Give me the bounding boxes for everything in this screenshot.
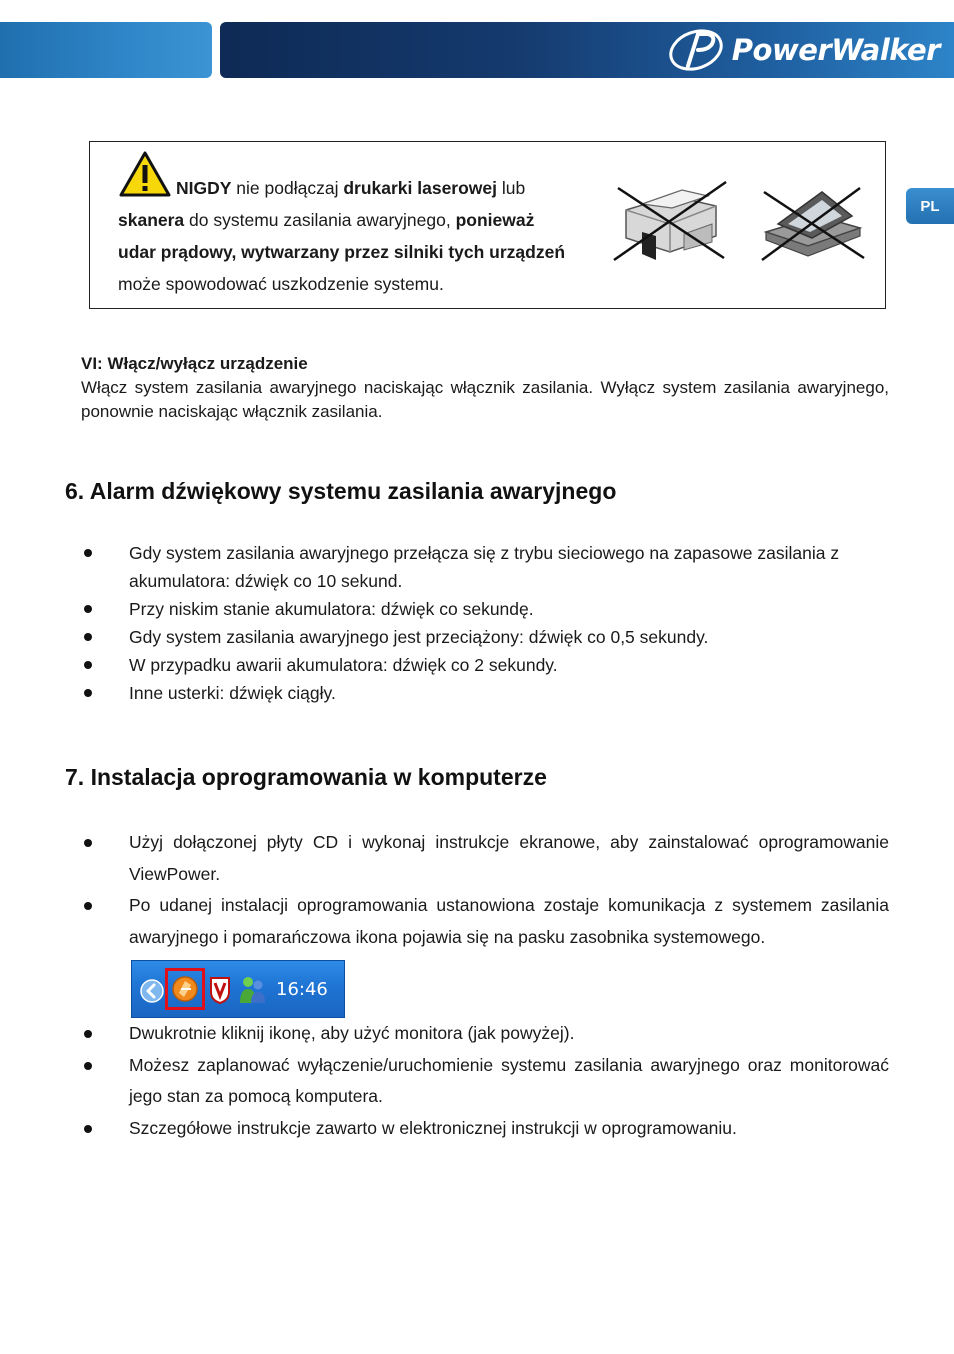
bullet-icon: [84, 1062, 92, 1070]
list-item: W przypadku awarii akumulatora: dźwięk co 2 sekundy.: [81, 651, 889, 679]
viewpower-icon[interactable]: [171, 975, 199, 1003]
section6-heading: 6. Alarm dźwiękowy systemu zasilania awaryjnego: [65, 478, 617, 504]
page-header: [0, 22, 954, 78]
bullet-icon: [84, 1125, 92, 1133]
tray-clock[interactable]: 16:46: [276, 979, 328, 1000]
bullet-icon: [84, 549, 92, 557]
bullet-icon: [84, 839, 92, 847]
header-right-bar: [220, 22, 954, 78]
section7-list-a: [81, 827, 889, 953]
warning-poniewaz: ponieważ: [455, 210, 535, 230]
language-tab[interactable]: PL: [906, 188, 954, 224]
crossed-out-scanner: [760, 186, 866, 262]
bullet-icon: [84, 689, 92, 697]
vi-text: Włącz system zasilania awaryjnego naciskając włącznik zasilania. Wyłącz system zasilania awaryjnego, ponownie naciskając włącznik zasilania.: [81, 378, 889, 421]
list-item: Przy niskim stanie akumulatora: dźwięk co sekundę.: [81, 595, 889, 623]
bullet-icon: [84, 1030, 92, 1038]
section6-list: [81, 539, 889, 707]
warning-t3: do systemu zasilania awaryjnego,: [184, 210, 456, 230]
list-item: Gdy system zasilania awaryjnego przełącza się z trybu sieciowego na zapasowe zasilania z akumulatora: dźwięk co 10 sekund.: [81, 539, 889, 595]
powerwalker-logo: [668, 28, 940, 72]
bullet-icon: [84, 661, 92, 669]
vi-section: [81, 352, 889, 424]
bullet-icon: [84, 633, 92, 641]
warning-box: [89, 141, 886, 309]
header-left-bar: [0, 22, 212, 78]
system-tray-screenshot: [131, 960, 345, 1018]
warning-t4: może spowodować uszkodzenie systemu.: [118, 274, 444, 294]
section7-list-b: [81, 1018, 889, 1144]
warning-t2: lub: [497, 178, 526, 198]
warning-text: [118, 172, 588, 300]
antivirus-icon[interactable]: [209, 976, 231, 1004]
logo-text: PowerWalker: [731, 33, 940, 67]
warning-skanera: skanera: [118, 210, 185, 230]
list-item: Możesz zaplanować wyłączenie/uruchomienie systemu zasilania awaryjnego oraz monitorować jego stan za pomocą komputera.: [81, 1050, 889, 1113]
warning-t1: nie podłączaj: [231, 178, 344, 198]
bullet-icon: [84, 605, 92, 613]
messenger-icon[interactable]: [238, 975, 266, 1005]
list-item: Po udanej instalacji oprogramowania ustanowiona zostaje komunikacja z systemem zasilania awaryjnego i pomarańczowa ikona pojawia się na pasku zasobnika systemowego.: [81, 890, 889, 953]
crossed-out-laser-printer: [612, 180, 730, 262]
list-item: Szczegółowe instrukcje zawarto w elektronicznej instrukcji w oprogramowaniu.: [81, 1113, 889, 1145]
list-item: Gdy system zasilania awaryjnego jest przeciążony: dźwięk co 0,5 sekundy.: [81, 623, 889, 651]
powerwalker-logo-mark-icon: [668, 28, 728, 72]
warning-drukarki: drukarki laserowej: [343, 178, 498, 198]
list-item: Dwukrotnie kliknij ikonę, aby użyć monitora (jak powyżej).: [81, 1018, 889, 1050]
list-item: Inne usterki: dźwięk ciągły.: [81, 679, 889, 707]
section7-heading: 7. Instalacja oprogramowania w komputerze: [65, 764, 547, 790]
tray-expand-icon[interactable]: [140, 979, 164, 1003]
warning-udar: udar prądowy, wytwarzany przez silniki tych urządzeń: [118, 242, 566, 262]
bullet-icon: [84, 902, 92, 910]
list-item: Użyj dołączonej płyty CD i wykonaj instrukcje ekranowe, aby zainstalować oprogramowanie ViewPower.: [81, 827, 889, 890]
warning-nigdy: NIGDY: [176, 178, 232, 198]
vi-title: VI: Włącz/wyłącz urządzenie: [81, 354, 308, 373]
